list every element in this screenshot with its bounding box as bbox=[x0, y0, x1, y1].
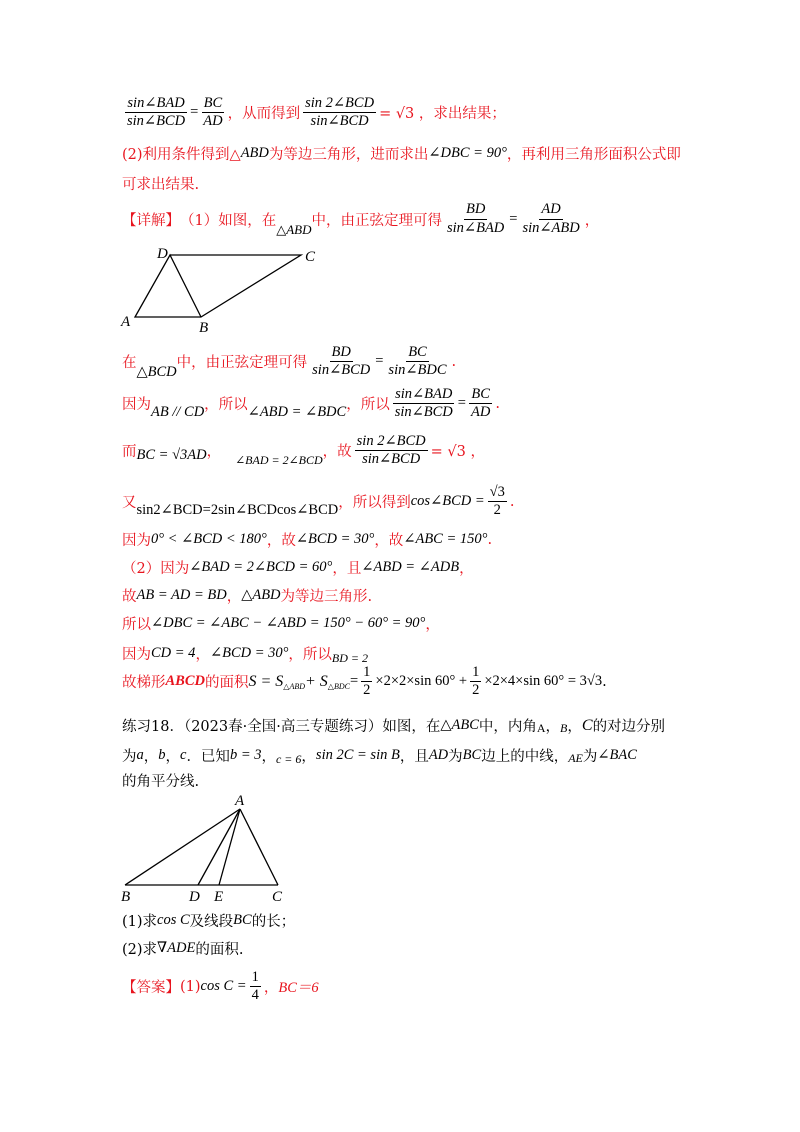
solution-line-11: 故梯形 ABCD 的面积 S = S △ABD + S △BDC = $\frac{1}{2}$ ×2×2×sin 60° + $\frac{1}{2}$ ×2×4×sin 60° = 3√3 . bbox=[122, 664, 607, 699]
solution-line-7: （2）因为 ∠BAD = 2∠BCD = 60° ，且 ∠ABD = ∠ADB ， bbox=[122, 559, 474, 577]
question-1: (1)求 cos C 及线段 BC 的长； bbox=[122, 912, 296, 930]
solution-line-10: 因为 CD = 4 ， ∠BCD = 30° ，所以 BD = 2 bbox=[122, 645, 369, 665]
fraction: $\frac{\text{sin 2∠BCD}}{\text{sin∠BCD}}$ bbox=[305, 95, 375, 130]
vertex-label-c: C bbox=[272, 889, 283, 905]
fraction: $\frac{\text{sin∠BAD}}{\text{sin∠BCD}}$ bbox=[394, 385, 453, 420]
vertex-label-b: B bbox=[121, 889, 131, 905]
fraction: $\frac{\text{sin∠BAD}}{\text{sin∠BCD}}$ bbox=[127, 95, 186, 130]
vertex-label-c: C bbox=[305, 249, 316, 265]
solution-line-3: 因为 AB // CD ，所以 ∠ABD = ∠BDC ，所以 $\frac{\text{sin∠BAD}}{\text{sin∠BCD}}$ = $\frac{BC}{AD}$ . bbox=[122, 385, 500, 420]
hint-line-3: 可求出结果. bbox=[122, 177, 200, 193]
solution-line-9: 所以 ∠DBC = ∠ABC − ∠ABD = 150° − 60° = 90° ， bbox=[122, 615, 440, 633]
vertex-label-d: D bbox=[157, 246, 168, 262]
fraction: $\frac{\text{sin 2∠BCD}}{\text{sin∠BCD}}$ bbox=[356, 432, 426, 467]
fraction: $\frac{BD}{\text{sin∠BCD}}$ bbox=[312, 343, 371, 378]
vertex-label-b: B bbox=[199, 320, 209, 336]
triangle-figure bbox=[115, 790, 305, 905]
fraction: $\frac{BD}{\text{sin∠BAD}}$ bbox=[447, 201, 505, 236]
vertex-label-a: A bbox=[235, 793, 245, 809]
vertex-label-a: A bbox=[121, 314, 131, 330]
exercise-line-2: 为 a ， b ， c ．已知 b = 3 ， c = 6 ， sin 2C = sin B ，且 AD 为 BC 边上的中线， AE 为 ∠BAC bbox=[122, 747, 637, 766]
median-ad bbox=[198, 809, 240, 885]
exercise-line-1: 练习18．（2023春·全国·高三专题练习）如图，在 △ABC 中，内角 A ， B ， C 的对边分别 bbox=[122, 716, 666, 735]
solution-line-8: 故 AB = AD = BD ， △ABD 为等边三角形. bbox=[122, 587, 373, 605]
fraction: $\frac{1}{2}$ bbox=[472, 664, 480, 699]
question-2: (2)求 ∇ADE 的面积. bbox=[122, 940, 244, 958]
vertex-label-d: D bbox=[189, 889, 200, 905]
hint-line-2: (2)利用条件得到△ ABD 为等边三角形，进而求出 ∠DBC = 90° ，再利用三角形面积公式即 bbox=[122, 145, 681, 163]
detail-tag: 【详解】 bbox=[122, 212, 180, 229]
trapezoid-figure bbox=[115, 240, 330, 340]
fraction: $\frac{1}{4}$ bbox=[251, 969, 259, 1004]
side-ac bbox=[240, 809, 278, 885]
answer-line: 【答案】 (1) cos C = $\frac{1}{4}$ ， BC＝6 bbox=[122, 969, 319, 1004]
solution-line-2: 在 △BCD 中，由正弦定理可得 $\frac{BD}{\text{sin∠BCD}}$ = $\frac{BC}{\text{sin∠BDC}}$ . bbox=[122, 343, 457, 380]
fraction: $\frac{BC}{AD}$ bbox=[203, 95, 223, 130]
solution-line-5: 又 sin2∠BCD=2sin∠BCDcos∠BCD ，所以得到 cos∠BCD = $\frac{√3}{2}$ . bbox=[122, 483, 515, 518]
fraction: $\frac{BC}{AD}$ bbox=[470, 385, 491, 420]
fraction: $\frac{AD}{\text{sin∠ABD}}$ bbox=[522, 201, 580, 236]
exercise-line-3: 的角平分线. bbox=[122, 774, 200, 790]
solution-line-6: 因为 0° < ∠BCD < 180° ，故 ∠BCD = 30° ，故 ∠ABC = 150° . bbox=[122, 531, 493, 549]
solution-line-4: 而 BC = √3AD ， ∠BAD = 2∠BCD ，故 $\frac{\text{sin 2∠BCD}}{\text{sin∠BCD}}$ = √3 ， bbox=[122, 432, 485, 467]
answer-tag: 【答案】 bbox=[122, 980, 180, 997]
vertex-label-e: E bbox=[214, 889, 224, 905]
hint-line-1: $\frac{\text{sin∠BAD}}{\text{sin∠BCD}}$ = $\frac{BC}{AD}$ ，从而得到 $\frac{\text{sin 2∠BCD}}{\text{sin∠BCD}}$ = √3 ，求出结果； bbox=[127, 95, 506, 130]
solution-line-1: 【详解】 （1）如图，在 △ABD 中，由正弦定理可得 $\frac{BD}{\text{sin∠BAD}}$ = $\frac{AD}{\text{sin∠ABD}}$ ， bbox=[122, 201, 600, 237]
trapezoid-lines bbox=[135, 255, 301, 317]
fraction: $\frac{1}{2}$ bbox=[363, 664, 371, 699]
fraction: $\frac{BC}{\text{sin∠BDC}}$ bbox=[388, 343, 447, 378]
fraction: $\frac{√3}{2}$ bbox=[489, 483, 505, 518]
